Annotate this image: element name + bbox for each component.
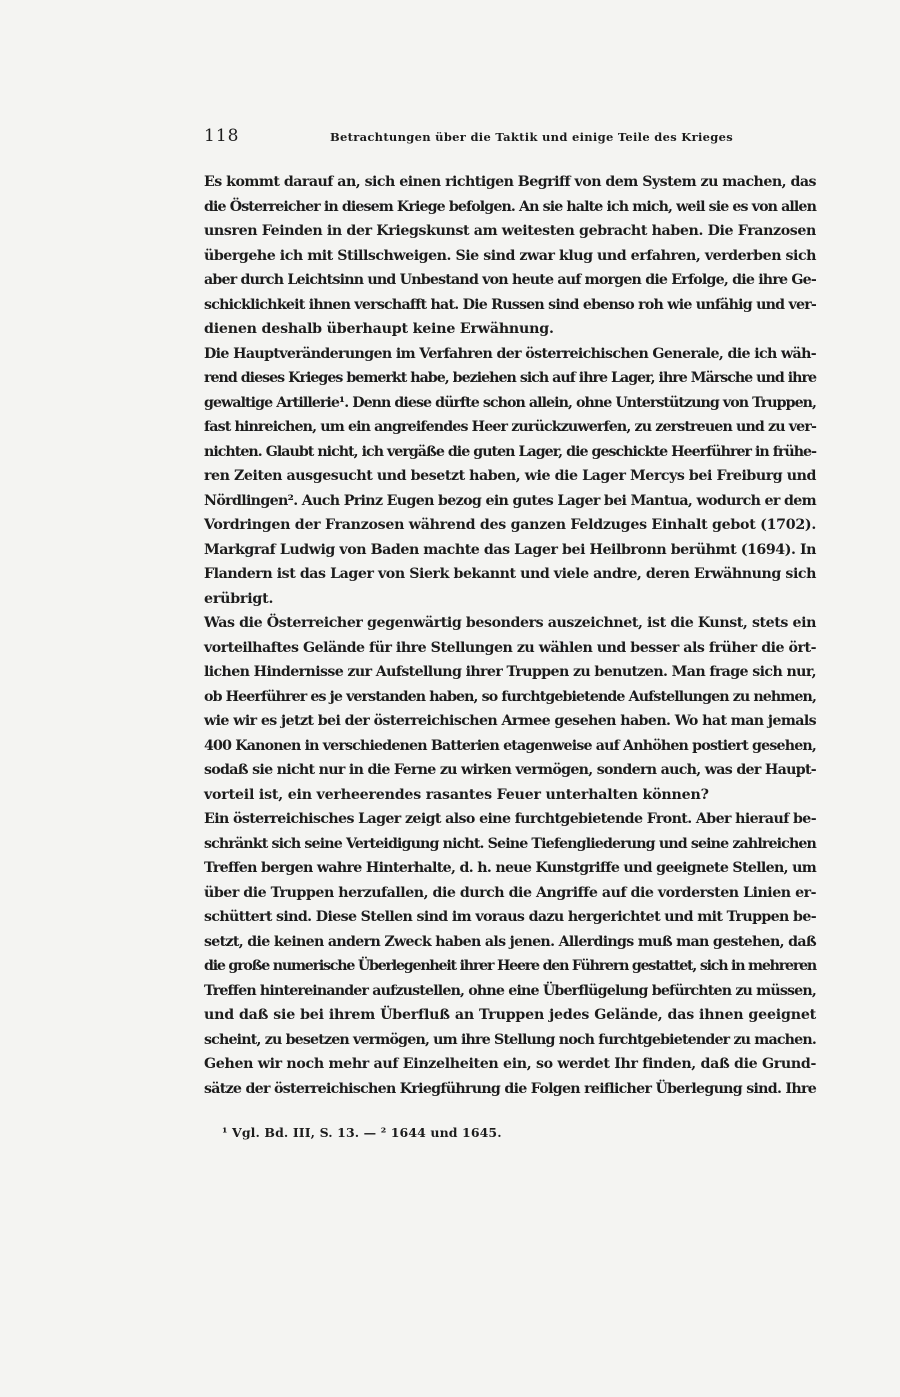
text-line: schränkt sich seine Verteidigung nicht. Seine Tiefengliederung und seine zahlreichen [204,835,817,852]
text-line: schicklichkeit ihnen verschafft hat. Die Russen sind ebenso roh wie unfähig und ver- [204,296,817,313]
text-line: sätze der österreichischen Kriegführung die Folgen reiflicher Überlegung sind. Ihre [204,1080,817,1097]
text-line: schüttert sind. Diese Stellen sind im voraus dazu hergerichtet und mit Truppen be- [204,909,816,925]
text-line: ob Heerführer es je verstanden haben, so furchtgebietende Aufstellungen zu nehmen, [204,688,817,705]
running-head [204,126,816,152]
text-line: die Österreicher in diesem Kriege befolgen. An sie halte ich mich, weil sie es von allen [204,198,816,215]
text-line: erübrigt. [204,590,274,607]
text-line: übergehe ich mit Stillschweigen. Sie sind zwar klug und erfahren, verderben sich [204,247,816,264]
paragraph [204,807,816,1052]
text-line: Ein österreichisches Lager zeigt also eine furchtgebietende Front. Aber hierauf be- [204,811,816,827]
text-line: nichten. Glaubt nicht, ich vergäße die guten Lager, die geschickte Heerführer in frühe- [204,443,817,460]
body-text [204,170,816,1101]
text-line: rend dieses Krieges bemerkt habe, beziehen sich auf ihre Lager, ihre Märsche und ihre [204,370,816,386]
footnotes: ¹ Vgl. Bd. III, S. 13. — ² 1644 und 1645. [222,1125,502,1140]
text-line: gewaltige Artillerie¹. Denn diese dürfte schon allein, ohne Unterstützung von Truppen, [204,394,817,411]
paragraph [204,170,816,342]
text-line: dienen deshalb überhaupt keine Erwähnung. [204,321,554,337]
text-line: 400 Kanonen in verschiedenen Batterien etagenweise auf Anhöhen postiert gesehen, [204,737,817,754]
text-line: aber durch Leichtsinn und Unbestand von heute auf morgen die Erfolge, die ihre Ge- [204,272,816,288]
text-line: Vordringen der Franzosen während des ganzen Feldzuges Einhalt gebot (1702). [204,517,817,533]
running-title: Betrachtungen über die Taktik und einige Teile des Krieges [330,130,733,144]
page-number: 118 [204,126,240,146]
text-line: unsren Feinden in der Kriegskunst am weitesten gebracht haben. Die Franzosen [204,223,816,239]
text-line: Nördlingen². Auch Prinz Eugen bezog ein gutes Lager bei Mantua, wodurch er dem [204,492,817,509]
text-line: Flandern ist das Lager von Sierk bekannt und viele andre, deren Erwähnung sich [204,566,816,582]
text-line: ren Zeiten ausgesucht und besetzt haben, wie die Lager Mercys bei Freiburg und [204,468,817,484]
text-line: lichen Hindernisse zur Aufstellung ihrer Truppen zu benutzen. Man frage sich nur, [204,664,816,680]
paragraph [204,1052,816,1101]
text-line: vorteilhaftes Gelände für ihre Stellungen zu wählen und besser als früher die ört- [204,639,817,656]
text-line: fast hinreichen, um ein angreifendes Heer zurückzuwerfen, zu zerstreuen und zu ver- [204,419,816,435]
text-line: Treffen hintereinander aufzustellen, ohne eine Überflügelung befürchten zu müssen, [204,982,816,999]
text-line: Treffen bergen wahre Hinterhalte, d. h. neue Kunstgriffe und geeignete Stellen, um [204,860,817,876]
text-line: Markgraf Ludwig von Baden machte das Lager bei Heilbronn berühmt (1694). In [204,541,817,558]
text-line: Was die Österreicher gegenwärtig besonders auszeichnet, ist die Kunst, stets ein [204,615,816,631]
text-line: sodaß sie nicht nur in die Ferne zu wirken vermögen, sondern auch, was der Haupt- [204,762,816,778]
text-line: vorteil ist, ein verheerendes rasantes Feuer unterhalten können? [204,786,709,803]
paragraph [204,342,816,612]
text-line: Gehen wir noch mehr auf Einzelheiten ein, so werdet Ihr finden, daß die Grund- [204,1056,817,1072]
text-line: und daß sie bei ihrem Überfluß an Truppen jedes Gelände, das ihnen geeignet [204,1007,816,1023]
text-line: wie wir es jetzt bei der österreichischen Armee gesehen haben. Wo hat man jemals [204,713,817,729]
paragraph [204,611,816,807]
text-line: scheint, zu besetzen vermögen, um ihre Stellung noch furchtgebietender zu machen. [204,1031,816,1048]
text-line: Die Hauptveränderungen im Verfahren der österreichischen Generale, die ich wäh- [204,345,816,362]
text-line: über die Truppen herzufallen, die durch die Angriffe auf die vordersten Linien er- [204,884,817,901]
text-line: setzt, die keinen andern Zweck haben als jenen. Allerdings muß man gestehen, daß [204,933,816,950]
text-line: die große numerische Überlegenheit ihrer Heere den Führern gestattet, sich in mehreren [204,958,817,974]
text-line: Es kommt darauf an, sich einen richtigen Begriff von dem System zu machen, das [204,174,816,190]
